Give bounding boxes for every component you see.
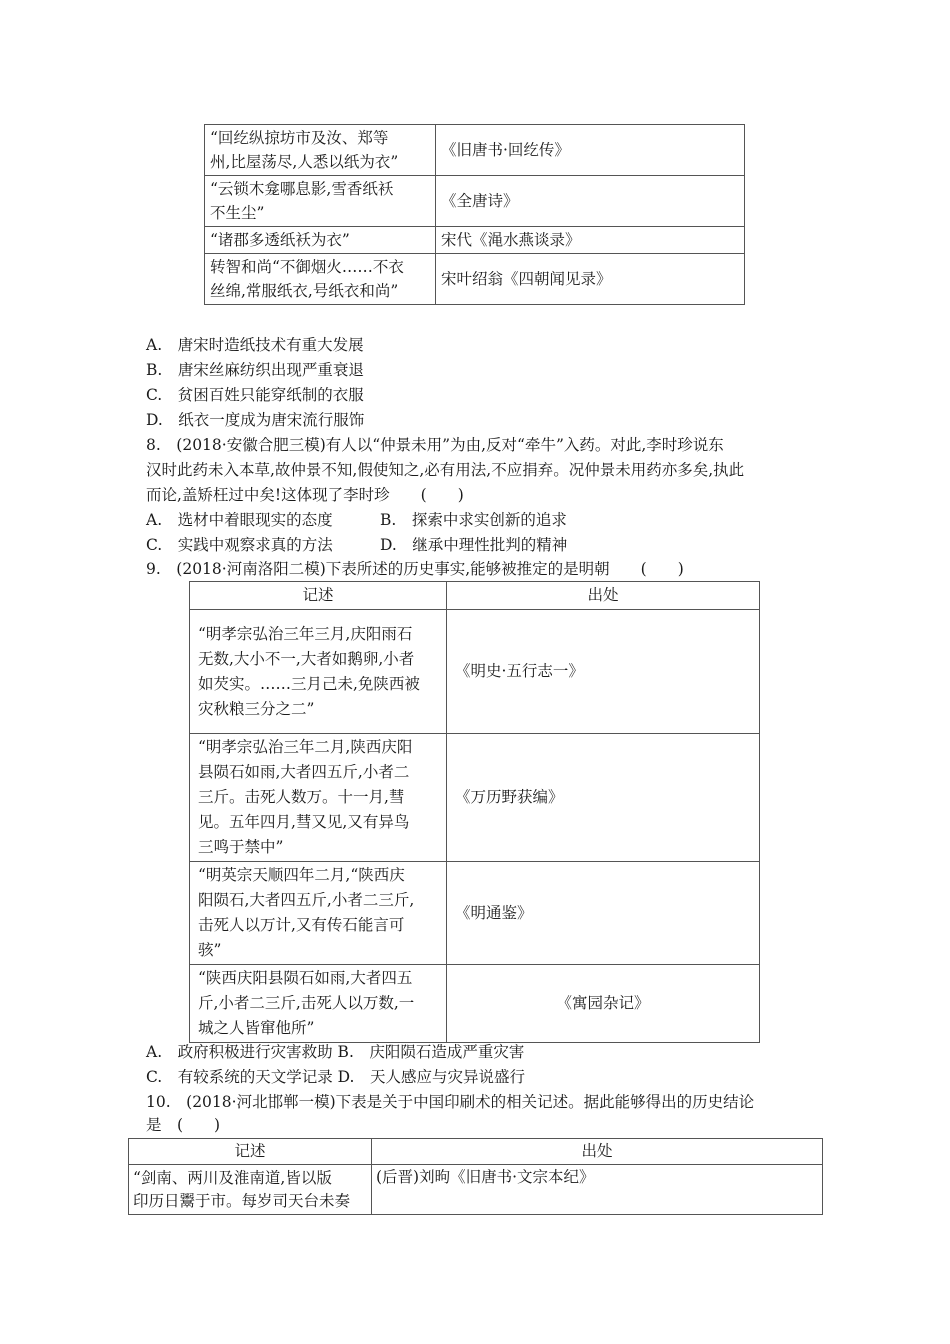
- table-row: [205, 254, 745, 305]
- header-record: 记述: [190, 582, 447, 610]
- record-line: 印历日鬻于市。每岁司天台未奏: [133, 1191, 351, 1210]
- table-row: [190, 965, 760, 1043]
- table-row: [205, 227, 745, 254]
- record-line: 丝绵,常服纸衣,号纸衣和尚”: [210, 282, 399, 300]
- source-cell: [436, 176, 745, 227]
- q8-option-d: D. 继承中理性批判的精神: [380, 536, 568, 554]
- table-row: [190, 610, 760, 734]
- q8-stem-line: 8. (2018·安徽合肥三模)有人以“仲景未用”为由,反对“牵牛”入药。对此,李时珍说东: [146, 436, 724, 454]
- record-line: 三鸣于禁中”: [198, 838, 284, 856]
- source-cell: [447, 734, 760, 862]
- header-source: 出处: [372, 1139, 823, 1165]
- record-line: 斤,小者二三斤,击死人以万数,一: [198, 994, 415, 1012]
- q8-stem-line: 汉时此药未入本草,故仲景不知,假使知之,必有用法,不应捐弃。况仲景未用药亦多矣,执此: [146, 461, 745, 479]
- source-cell: [447, 862, 760, 965]
- record-line: 见。五年四月,彗又见,又有异鸟: [198, 813, 410, 831]
- record-line: “明英宗天顺四年二月,“陕西庆: [198, 866, 405, 884]
- q10-stem-line: 10. (2018·河北邯郸一模)下表是关于中国印刷术的相关记述。据此能够得出的历史结论: [146, 1093, 755, 1111]
- q9-stem: 9. (2018·河南洛阳二模)下表所述的历史事实,能够被推定的是明朝 ( ): [146, 560, 684, 578]
- record-line: 三斤。击死人数万。十一月,彗: [198, 788, 405, 806]
- header-record: 记述: [129, 1139, 372, 1165]
- record-line: 转智和尚“不御烟火……不衣: [210, 258, 404, 276]
- header-source: 出处: [447, 582, 760, 610]
- source-text: (后晋)刘昫《旧唐书·文宗本纪》: [376, 1168, 595, 1186]
- q8-option-a: A. 选材中着眼现实的态度: [146, 511, 333, 529]
- source-text: 《明史·五行志一》: [455, 662, 584, 680]
- record-cell: [190, 862, 447, 965]
- q7-option-a: A. 唐宋时造纸技术有重大发展: [146, 336, 364, 354]
- source-text: 《旧唐书·回纥传》: [441, 141, 570, 159]
- paper-clothing-table: [204, 124, 745, 305]
- record-line: 不生尘”: [210, 204, 265, 222]
- source-text: 《万历野获编》: [455, 788, 564, 806]
- q7-option-d: D. 纸衣一度成为唐宋流行服饰: [146, 411, 365, 429]
- record-line: 城之人皆窜他所”: [198, 1019, 315, 1037]
- q8-option-b: B. 探索中求实创新的追求: [380, 511, 567, 529]
- q9-options-cd: C. 有较系统的天文学记录 D. 天人感应与灾异说盛行: [146, 1068, 525, 1086]
- source-text: 宋叶绍翁《四朝闻见录》: [441, 270, 612, 288]
- table-row: [190, 862, 760, 965]
- record-line: “陕西庆阳县陨石如雨,大者四五: [198, 969, 413, 987]
- record-line: “明孝宗弘治三年三月,庆阳雨石: [198, 624, 413, 643]
- source-cell: [447, 965, 760, 1043]
- q8-option-c: C. 实践中观察求真的方法: [146, 536, 333, 554]
- record-line: “诸郡多透纸袄为衣”: [210, 231, 350, 249]
- table-header-row: [190, 582, 760, 610]
- source-cell: [447, 610, 760, 734]
- record-cell: [205, 125, 436, 176]
- record-cell: [190, 610, 447, 734]
- source-cell: [436, 254, 745, 305]
- meteorite-table: [189, 581, 760, 1043]
- source-cell: [436, 227, 745, 254]
- record-cell: [205, 227, 436, 254]
- source-text: 《寓园杂记》: [556, 994, 650, 1012]
- record-line: 州,比屋荡尽,人悉以纸为衣”: [210, 153, 399, 171]
- record-line: 灾秋粮三分之二”: [198, 699, 315, 718]
- record-cell: [205, 176, 436, 227]
- table-row: [129, 1165, 823, 1215]
- source-cell: [436, 125, 745, 176]
- table-row: [205, 176, 745, 227]
- source-cell: [372, 1165, 823, 1215]
- table-row: [190, 734, 760, 862]
- record-line: 击死人以万计,又有传石能言可: [198, 916, 405, 934]
- record-cell: [190, 965, 447, 1043]
- record-line: 无数,大小不一,大者如鹅卵,小者: [198, 649, 415, 668]
- record-line: “云锁木龛哪息影,雪香纸袄: [210, 180, 394, 198]
- record-cell: [129, 1165, 372, 1215]
- table-header-row: [129, 1139, 823, 1165]
- q7-option-c: C. 贫困百姓只能穿纸制的衣服: [146, 386, 364, 404]
- source-text: 宋代《渑水燕谈录》: [441, 231, 581, 249]
- q8-stem-line: 而论,盖矫枉过中矣!这体现了李时珍 ( ): [146, 486, 464, 504]
- printing-table: [128, 1138, 823, 1215]
- q9-options-ab: A. 政府积极进行灾害救助 B. 庆阳陨石造成严重灾害: [146, 1043, 525, 1061]
- record-line: 如芡实。……三月己未,免陕西被: [198, 674, 420, 693]
- record-line: “剑南、两川及淮南道,皆以版: [133, 1168, 332, 1187]
- q10-stem-line: 是 ( ): [146, 1116, 221, 1134]
- record-line: 县陨石如雨,大者四五斤,小者二: [198, 763, 410, 781]
- source-text: 《全唐诗》: [441, 192, 519, 210]
- record-line: 骇”: [198, 941, 222, 959]
- source-text: 《明通鉴》: [455, 903, 533, 922]
- record-line: “明孝宗弘治三年二月,陕西庆阳: [198, 738, 413, 756]
- record-line: 阳陨石,大者四五斤,小者二三斤,: [198, 891, 415, 909]
- record-cell: [190, 734, 447, 862]
- record-cell: [205, 254, 436, 305]
- record-line: “回纥纵掠坊市及汝、郑等: [210, 129, 389, 147]
- q7-option-b: B. 唐宋丝麻纺织出现严重衰退: [146, 361, 364, 379]
- table-row: [205, 125, 745, 176]
